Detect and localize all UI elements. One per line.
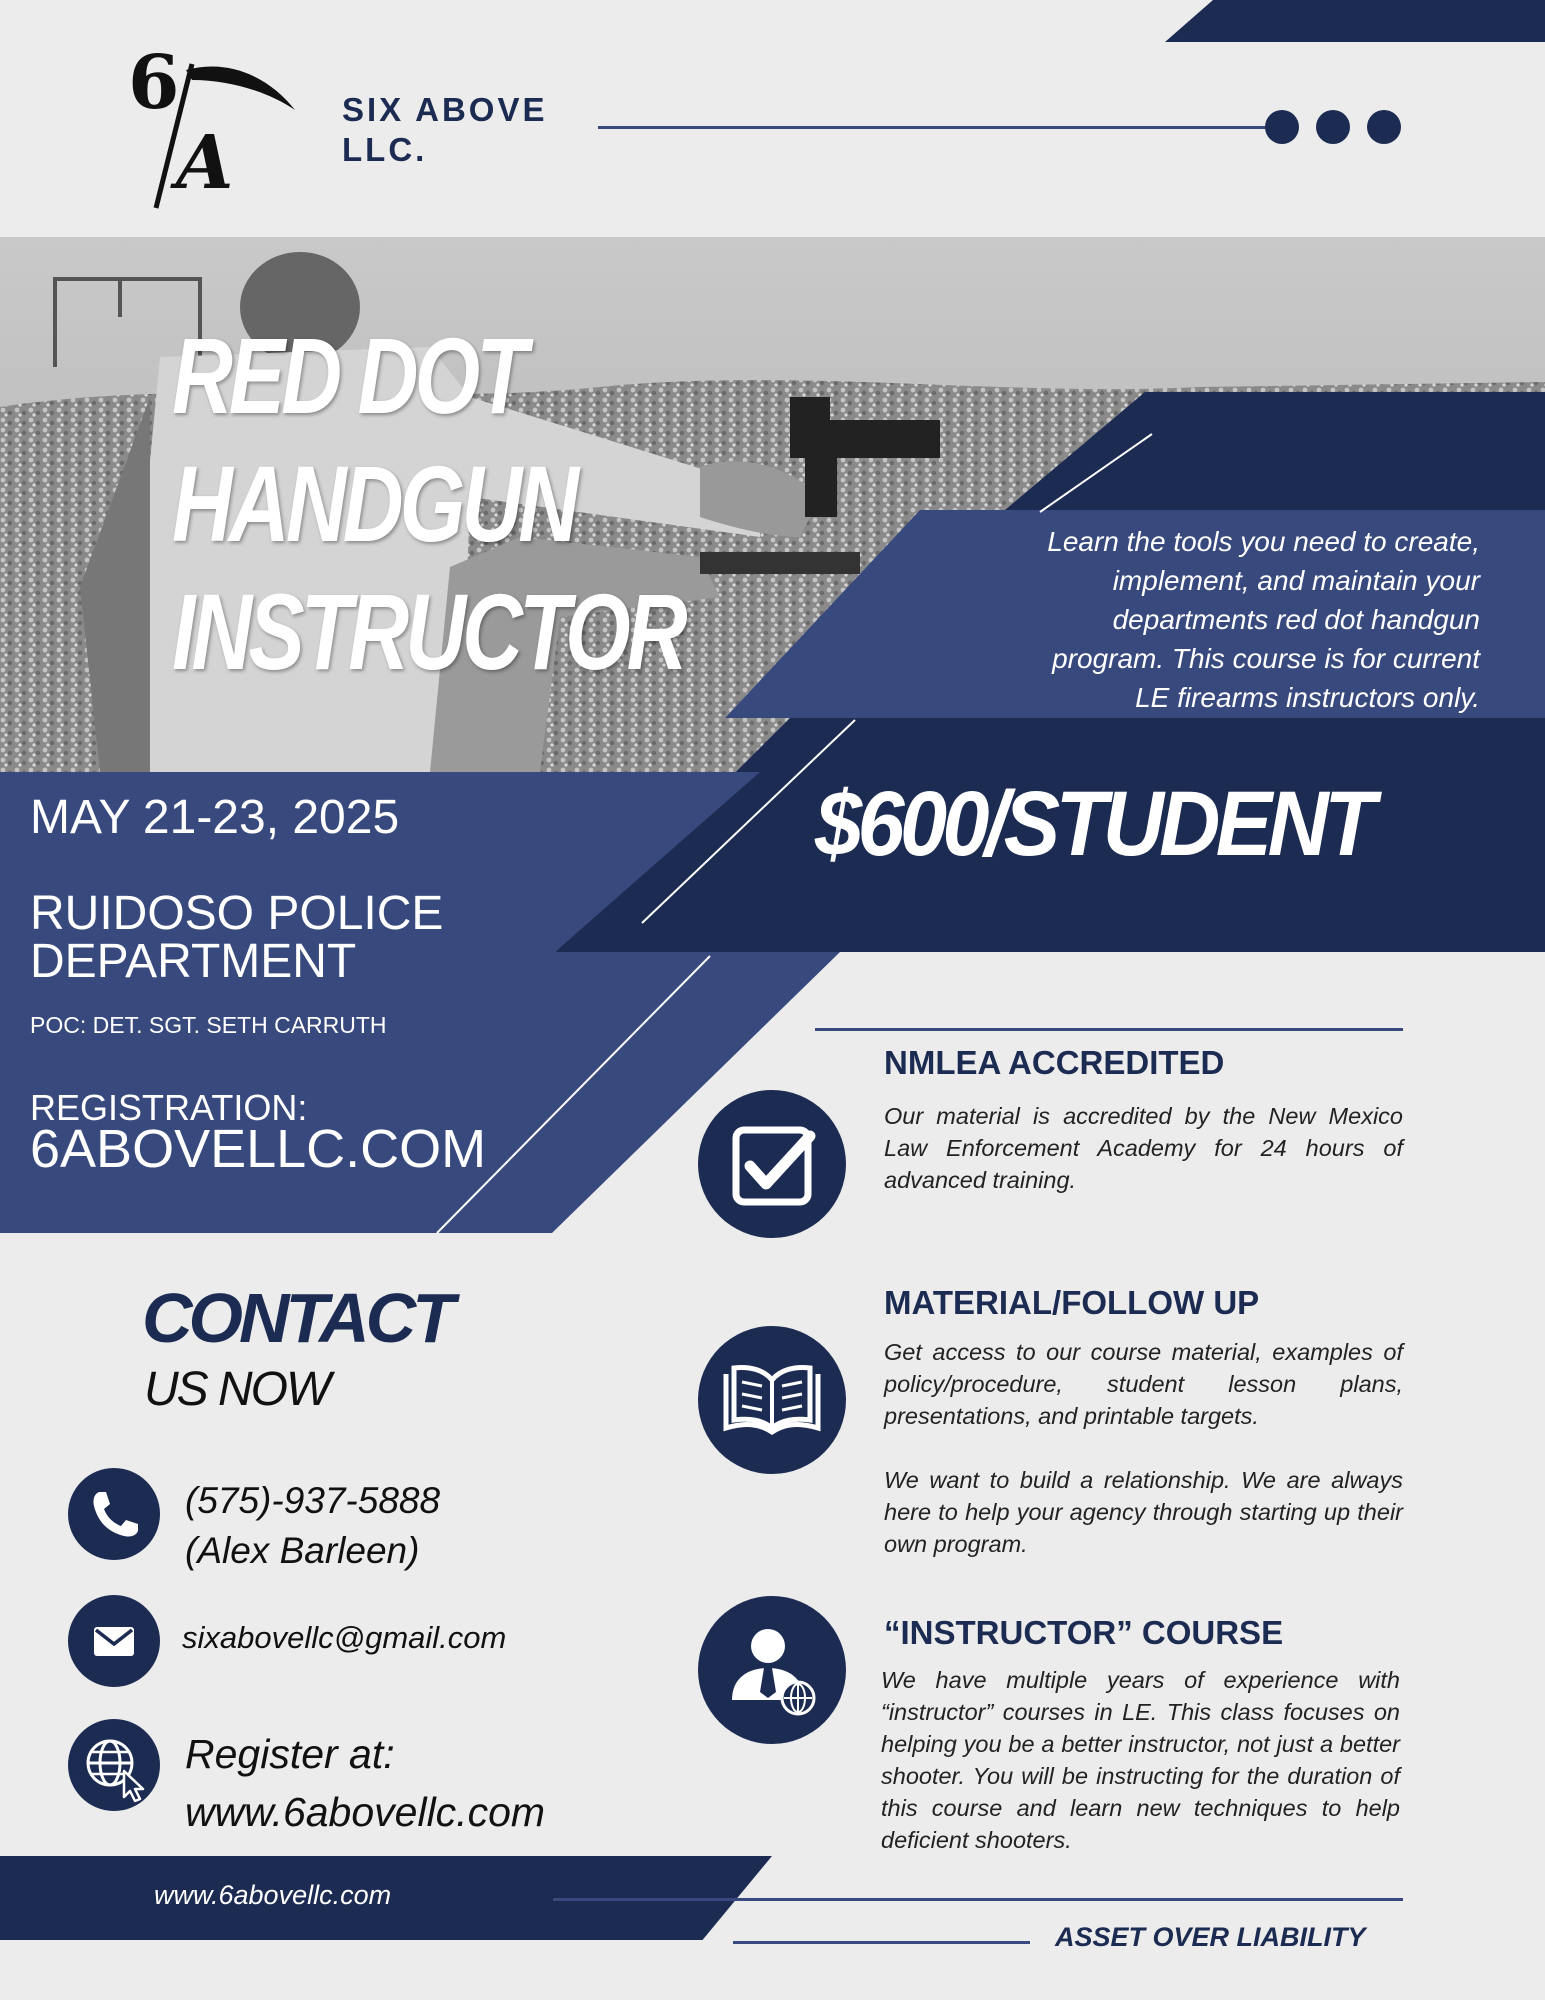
course-price: $600/STUDENT (815, 773, 1372, 875)
six-above-logo (120, 38, 300, 213)
checkbox-icon (698, 1090, 846, 1238)
feature-icon-circle (698, 1090, 846, 1238)
phone-contact-name: (Alex Barleen) (185, 1530, 420, 1571)
header-dot (1265, 110, 1299, 144)
feature-paragraph: We have multiple years of experience with “instructor” courses in LE. This class focuses on helping you be a better instructor, not just a better shooter. You will be instructing for the duration of this course and learn new techniques to help deficient shooters. (881, 1667, 1400, 1853)
top-corner-bar (1165, 0, 1545, 42)
footer-divider-short (733, 1941, 1030, 1944)
feature-text-instructor (881, 1664, 1400, 1856)
open-book-icon (698, 1326, 846, 1474)
feature-title-material: MATERIAL/FOLLOW UP (884, 1284, 1260, 1321)
phone-block (185, 1476, 440, 1576)
logo-a: A (176, 120, 234, 206)
contact-heading: CONTACT (142, 1279, 451, 1357)
feature-paragraph: Our material is accredited by the New Mexico Law Enforcement Academy for 24 hours of advanced training. (884, 1103, 1403, 1193)
registration-label: REGISTRATION: (30, 1087, 308, 1128)
venue-line1: RUIDOSO POLICE (30, 887, 444, 940)
phone-number[interactable]: (575)-937-5888 (185, 1480, 441, 1521)
feature-title-accredited: NMLEA ACCREDITED (884, 1044, 1225, 1081)
intro-line: Learn the tools you need to create, (1047, 526, 1480, 557)
venue-line2: DEPARTMENT (30, 935, 357, 988)
feature-paragraph: Get access to our course material, examples of policy/procedure, student lesson plans, presentations, and printable targets. (884, 1339, 1403, 1429)
header-dot (1316, 110, 1350, 144)
course-title-line3: INSTRUCTOR (172, 571, 684, 692)
envelope-icon (68, 1595, 160, 1687)
feature-paragraph: We want to build a relationship. We are always here to help your agency through starting up their own program. (884, 1467, 1403, 1557)
footer-url[interactable]: www.6abovellc.com (154, 1880, 392, 1910)
contact-subheading: US NOW (144, 1363, 330, 1416)
point-of-contact: POC: DET. SGT. SETH CARRUTH (30, 1012, 387, 1038)
header-dot (1367, 110, 1401, 144)
registration-url[interactable]: 6ABOVELLC.COM (30, 1119, 487, 1179)
intro-line: program. This course is for current (1052, 643, 1480, 674)
instructor-icon (698, 1596, 846, 1744)
logo-six: 6 (128, 40, 180, 126)
phone-icon (68, 1468, 160, 1560)
event-venue (30, 887, 444, 988)
feature-icon-circle (698, 1326, 846, 1474)
company-name-line1: SIX ABOVE (342, 91, 548, 128)
register-url[interactable]: www.6abovellc.com (185, 1789, 546, 1835)
header-divider (598, 126, 1278, 129)
course-title-line2: HANDGUN (172, 443, 576, 564)
globe-cursor-icon (68, 1719, 160, 1811)
feature-text-accredited (884, 1100, 1403, 1196)
intro-line: LE firearms instructors only. (1135, 682, 1480, 713)
feature-title-instructor: “INSTRUCTOR” COURSE (884, 1614, 1284, 1651)
register-label: Register at: (185, 1731, 395, 1777)
course-title-line1: RED DOT (172, 315, 524, 436)
tagline: ASSET OVER LIABILITY (1055, 1922, 1366, 1952)
intro-line: departments red dot handgun (1112, 604, 1480, 635)
web-icon-circle (68, 1719, 160, 1811)
intro-line: implement, and maintain your (1112, 565, 1480, 596)
company-name-line2: LLC. (342, 131, 428, 168)
event-date: MAY 21-23, 2025 (30, 791, 400, 844)
feature-text-material (884, 1336, 1403, 1560)
feature-icon-circle (698, 1596, 846, 1744)
course-intro (920, 522, 1480, 717)
company-name (342, 90, 548, 170)
features-divider (815, 1028, 1403, 1031)
course-title (172, 312, 684, 696)
email-address[interactable]: sixabovellc@gmail.com (182, 1620, 507, 1655)
email-icon-circle (68, 1595, 160, 1687)
register-block (185, 1725, 545, 1841)
footer-divider (553, 1898, 1403, 1901)
phone-icon-circle (68, 1468, 160, 1560)
